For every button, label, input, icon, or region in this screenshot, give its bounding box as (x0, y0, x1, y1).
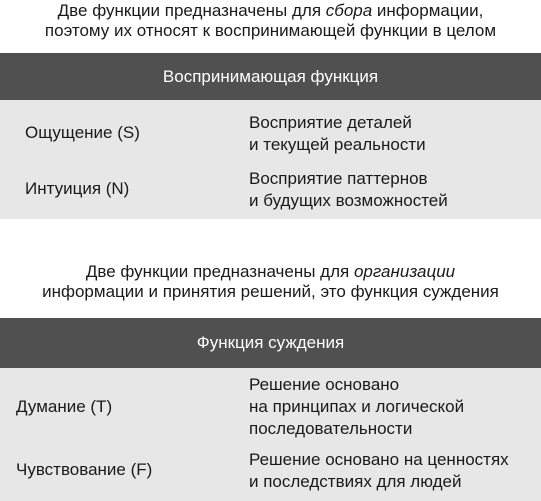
judging-intro (0, 262, 541, 302)
thinking-description (249, 374, 464, 440)
judging-function-header: Функция суждения (0, 318, 541, 368)
intuition-description-line1: Восприятие паттернов (249, 169, 428, 188)
sensing-label: Ощущение (S) (25, 123, 140, 142)
intuition-description-line2: и будущих возможностей (249, 191, 448, 210)
intuition-description (249, 168, 448, 212)
sensing-description-line2: и текущей реальности (249, 135, 426, 154)
perceiving-intro-part2: информации, (372, 1, 484, 20)
feeling-description (249, 449, 509, 493)
thinking-description-line2: на принципах и логической (249, 397, 465, 416)
intuition-label: Интуиция (N) (25, 179, 130, 198)
perceiving-intro-emphasis: сбора (325, 1, 373, 20)
judging-intro-emphasis: организации (353, 262, 456, 281)
thinking-description-line1: Решение основано (249, 375, 400, 394)
perceiving-function-header: Воспринимающая функция (0, 53, 541, 100)
judging-function-panel (0, 368, 541, 501)
perceiving-intro (0, 1, 541, 41)
feeling-label: Чувствование (F) (16, 460, 153, 479)
thinking-description-line3: последовательности (249, 419, 413, 438)
feeling-description-line2: и последствиях для людей (249, 472, 462, 491)
judging-intro-part1: Две функции предназначены для (85, 262, 354, 281)
sensing-description (249, 112, 426, 156)
perceiving-function-panel (0, 100, 541, 219)
perceiving-intro-part1: Две функции предназначены для (57, 1, 326, 20)
feeling-description-line1: Решение основано на ценностях (249, 450, 509, 469)
perceiving-intro-line2: поэтому их относят к воспринимающей функции в целом (44, 21, 497, 40)
judging-intro-line2: информации и принятия решений, это функция суждения (42, 282, 499, 301)
thinking-label: Думание (T) (16, 397, 113, 416)
sensing-description-line1: Восприятие деталей (249, 113, 412, 132)
